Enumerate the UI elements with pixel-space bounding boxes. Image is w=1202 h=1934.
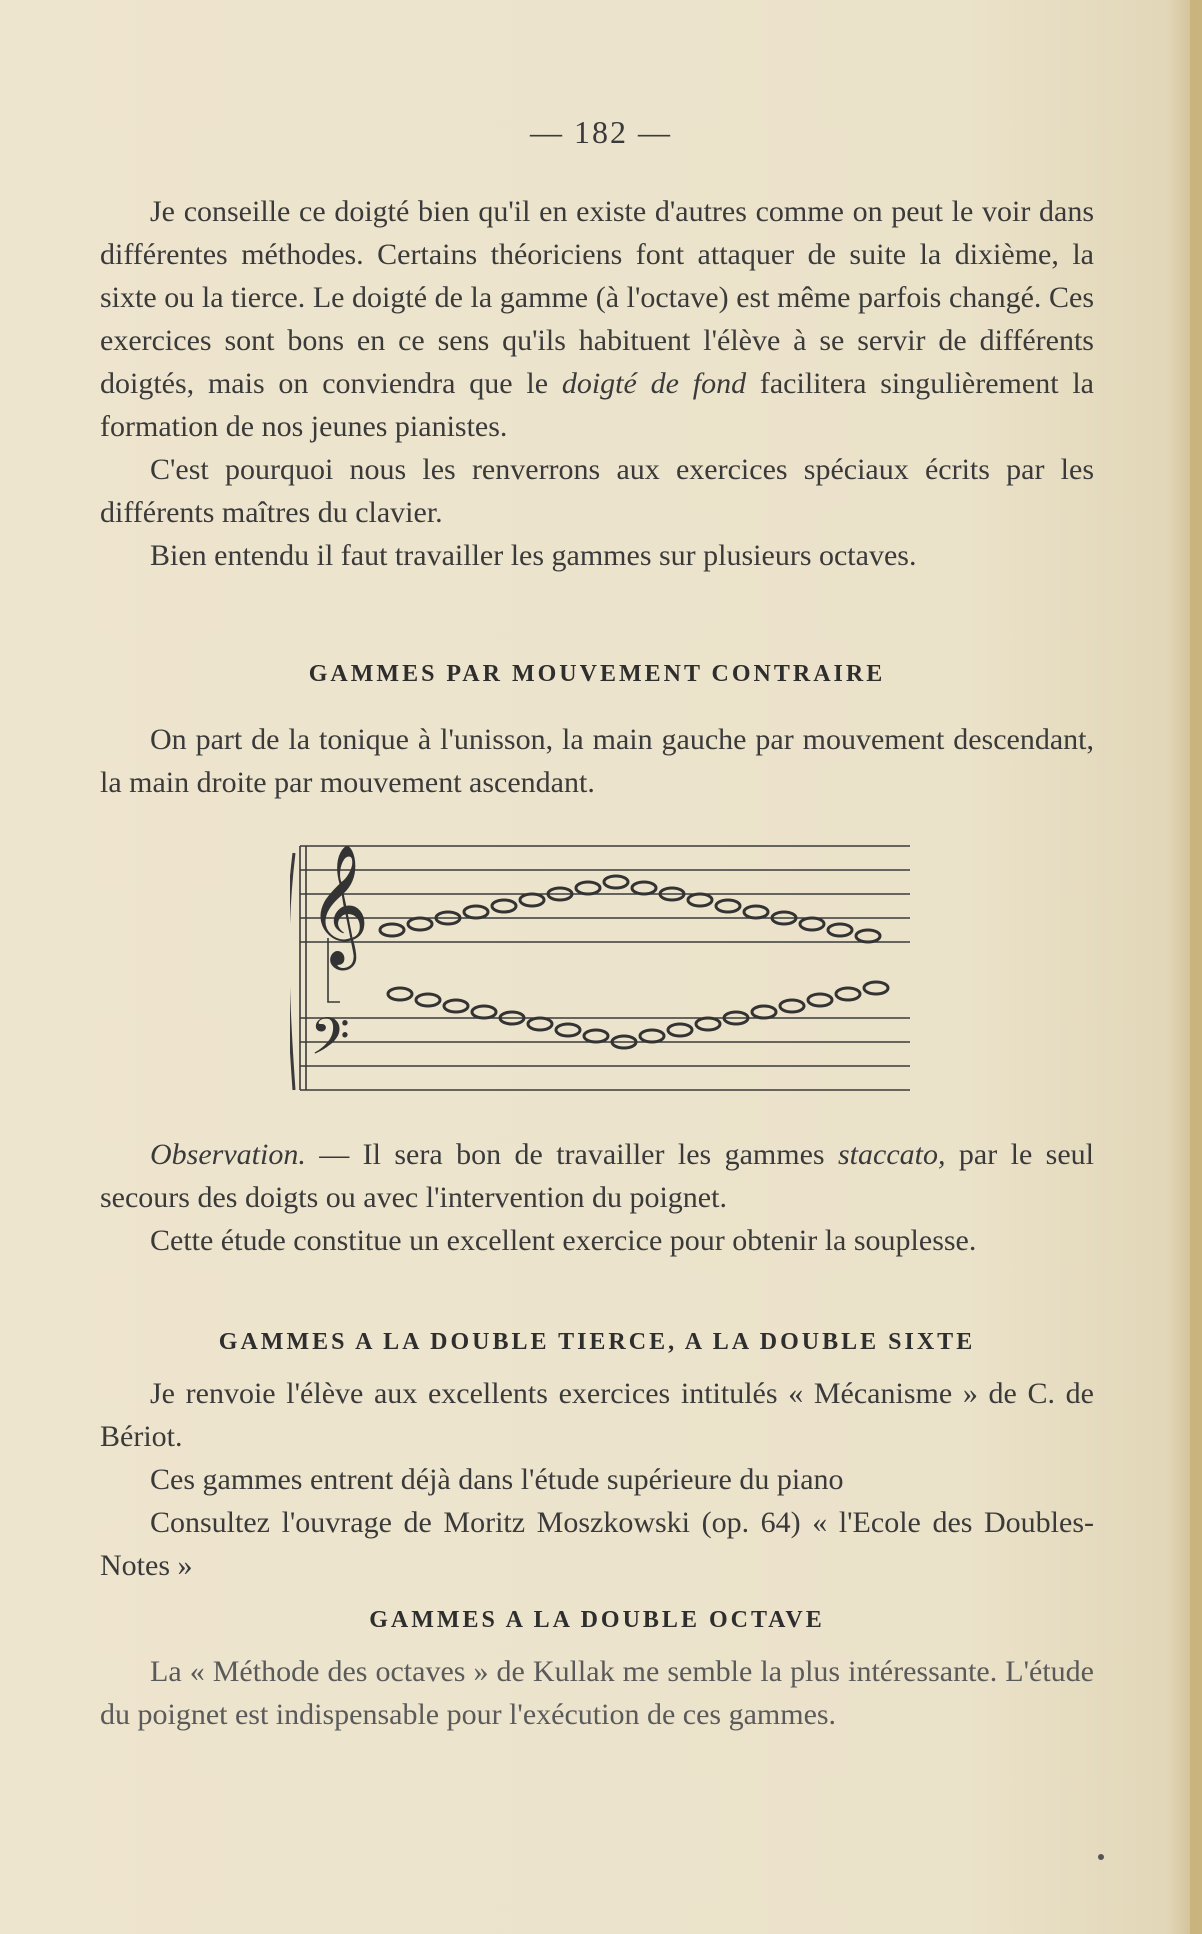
paragraph-octaves: Bien entendu il faut travailler les gammes sur plusieurs octaves. [150, 539, 917, 572]
section-double-third [100, 1329, 1094, 1356]
speck [1098, 1854, 1104, 1860]
paragraph-moszkowski: Consultez l'ouvrage de Moritz Moszkowski (op. 64) « l'Ecole des Doubles-Notes » [100, 1506, 1094, 1582]
music-staff-example [290, 828, 920, 1098]
section-double-octave [100, 1607, 1094, 1634]
observation-text: — Il sera bon de travailler les gammes [305, 1138, 838, 1171]
paragraph-contrary-motion: On part de la tonique à l'unisson, la main gauche par mouvement descendant, la main droite par mouvement ascendant. [100, 723, 1094, 799]
page-number: — 182 — [530, 114, 672, 150]
emphasis-doigte-de-fond: doigté de fond [561, 367, 747, 400]
heading-double-third-sixth: GAMMES A LA DOUBLE TIERCE, A LA DOUBLE SIXTE [218, 1329, 976, 1355]
emphasis-staccato: staccato, [838, 1138, 946, 1171]
paragraph-fingering-end: facilitera singulièrement la formation de nos jeunes pianistes. [100, 367, 1094, 443]
paragraph-superior-study: Ces gammes entrent déjà dans l'étude supérieure du piano [150, 1463, 844, 1496]
paragraph-observation [100, 1133, 1094, 1219]
paragraph-kullak: La « Méthode des octaves » de Kullak me semble la plus intéressante. L'étude du poignet est indispensable pour l'exécution de ces gammes. [100, 1655, 1094, 1731]
svg-text:𝄢: 𝄢 [310, 1006, 350, 1079]
observation-label: Observation. [150, 1138, 306, 1171]
paragraph-mecanisme: Je renvoie l'élève aux excellents exercices intitulés « Mécanisme » de C. de Bériot. [100, 1377, 1094, 1453]
paragraph-fingering [100, 190, 1094, 448]
paragraph-exercises: C'est pourquoi nous les renverrons aux exercices spéciaux écrits par les différents maîtres du clavier. [100, 453, 1094, 529]
text-block-double-octave [100, 1650, 1094, 1736]
page-edge [1190, 0, 1202, 1934]
text-block-double-third [100, 1372, 1094, 1587]
heading-contrary-motion: GAMMES PAR MOUVEMENT CONTRAIRE [308, 661, 886, 687]
section-contrary-motion [100, 661, 1094, 688]
svg-text:𝄞: 𝄞 [308, 843, 370, 965]
paragraph-fingering-text: Je conseille ce doigté bien qu'il en existe d'autres comme on peut le voir dans différentes méthodes. Certains théoriciens font attaquer de suite la dixième, la sixte ou la tierce. Le doigté de la gamme (à l'octave) est même parfois changé. Ces exercices sont bons en ce sens qu'ils habituent l'élève à se servir de différents doigtés, mais on conviendra que le [100, 195, 1094, 400]
observation-text-end: par le seul secours des doigts ou avec l'intervention du poignet. [100, 1138, 1094, 1214]
paragraph-suppleness: Cette étude constitue un excellent exercice pour obtenir la souplesse. [150, 1224, 977, 1257]
text-block-contrary [100, 718, 1094, 804]
text-block-top [100, 190, 1094, 577]
text-block-observation [100, 1133, 1094, 1262]
heading-double-octave: GAMMES A LA DOUBLE OCTAVE [369, 1607, 825, 1633]
